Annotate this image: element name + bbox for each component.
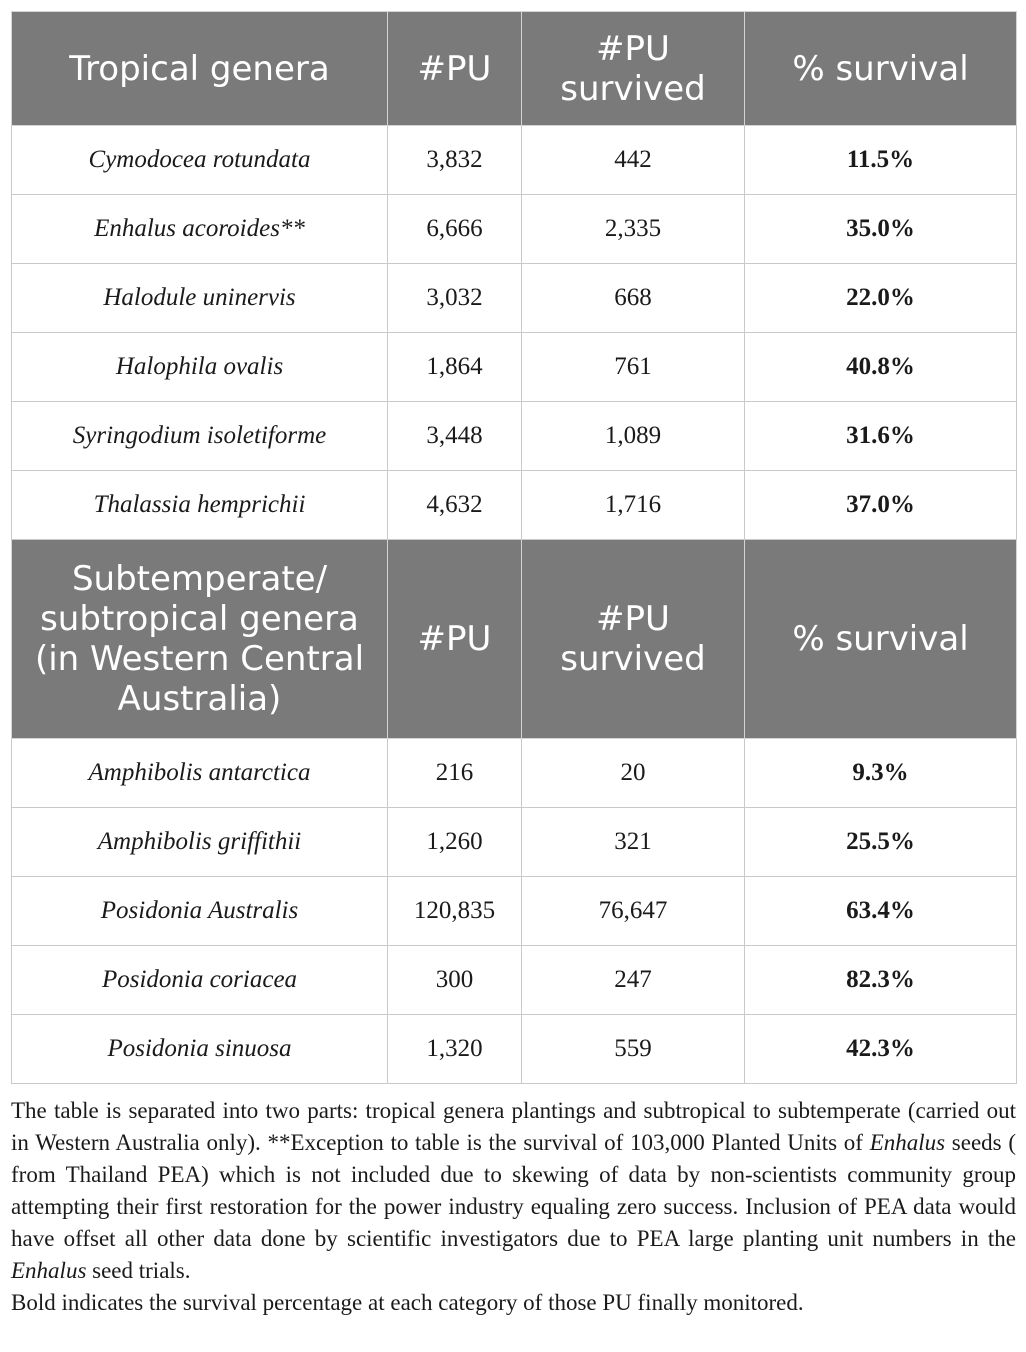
pu-cell: 6,666 — [388, 195, 522, 264]
survival-cell: 9.3% — [745, 739, 1017, 808]
table-row — [12, 402, 1017, 471]
pu-cell: 3,448 — [388, 402, 522, 471]
table-row — [12, 808, 1017, 877]
survival-cell: 40.8% — [745, 333, 1017, 402]
species-cell: Amphibolis griffithii — [12, 808, 388, 877]
footnote-text-2: seeds ( from Thailand PEA) which is not included due to skewing of data by non-scientists community group attempting their first restoration for the power industry equaling zero success. Inclusion of PEA data would have offset all other data done by scientific investigators due to PEA large planting unit numbers in the — [11, 1130, 1016, 1251]
tropical-body — [12, 126, 1017, 540]
survival-table — [11, 11, 1017, 1084]
table-row — [12, 126, 1017, 195]
species-cell: Posidonia coriacea — [12, 946, 388, 1015]
footnote-genus-1: Enhalus — [869, 1130, 946, 1155]
species-cell: Thalassia hemprichii — [12, 471, 388, 540]
table-row — [12, 1015, 1017, 1084]
table-row — [12, 333, 1017, 402]
species-cell: Syringodium isoletiforme — [12, 402, 388, 471]
species-cell: Enhalus acoroides** — [12, 195, 388, 264]
header-pu: #PU — [388, 540, 522, 739]
table-row — [12, 877, 1017, 946]
pu-cell: 1,320 — [388, 1015, 522, 1084]
header-pu-survived: #PU survived — [522, 12, 745, 126]
species-cell: Amphibolis antarctica — [12, 739, 388, 808]
pu-survived-cell: 76,647 — [522, 877, 745, 946]
species-cell: Cymodocea rotundata — [12, 126, 388, 195]
pu-cell: 120,835 — [388, 877, 522, 946]
table-footnote — [11, 1095, 1016, 1319]
header-survival: % survival — [745, 540, 1017, 739]
pu-survived-cell: 20 — [522, 739, 745, 808]
survival-cell: 25.5% — [745, 808, 1017, 877]
footnote-text-3: seed trials. — [86, 1258, 191, 1283]
survival-cell: 42.3% — [745, 1015, 1017, 1084]
pu-survived-cell: 1,089 — [522, 402, 745, 471]
bold-note: Bold indicates the survival percentage at each category of those PU finally monitored. — [11, 1290, 804, 1315]
header-subtemperate-genera: Subtemperate/ subtropical genera (in Western Central Australia) — [12, 540, 388, 739]
pu-cell: 3,832 — [388, 126, 522, 195]
species-cell: Halophila ovalis — [12, 333, 388, 402]
pu-cell: 1,260 — [388, 808, 522, 877]
pu-cell: 4,632 — [388, 471, 522, 540]
survival-cell: 31.6% — [745, 402, 1017, 471]
footnote-paragraph — [11, 1095, 1016, 1287]
table-row — [12, 739, 1017, 808]
footnote-text-1: The table is separated into two parts: tropical genera plantings and subtropical to subtemperate (carried out in Western Australia only). **Exception to table is the survival of 103,000 Planted Units of — [11, 1098, 1016, 1155]
pu-cell: 300 — [388, 946, 522, 1015]
subtemperate-header-row — [12, 540, 1017, 739]
subtemperate-header-group — [12, 540, 1017, 739]
tropical-header-row — [12, 12, 1017, 126]
table-row — [12, 264, 1017, 333]
footnote-genus-2: Enhalus — [11, 1258, 87, 1283]
survival-table-container — [11, 11, 1016, 1319]
header-survival: % survival — [745, 12, 1017, 126]
header-tropical-genera: Tropical genera — [12, 12, 388, 126]
species-cell: Halodule uninervis — [12, 264, 388, 333]
survival-cell: 82.3% — [745, 946, 1017, 1015]
species-cell: Posidonia sinuosa — [12, 1015, 388, 1084]
pu-cell: 3,032 — [388, 264, 522, 333]
pu-survived-cell: 442 — [522, 126, 745, 195]
survival-cell: 63.4% — [745, 877, 1017, 946]
pu-survived-cell: 2,335 — [522, 195, 745, 264]
header-pu: #PU — [388, 12, 522, 126]
pu-cell: 216 — [388, 739, 522, 808]
pu-survived-cell: 321 — [522, 808, 745, 877]
table-row — [12, 946, 1017, 1015]
pu-survived-cell: 247 — [522, 946, 745, 1015]
table-row — [12, 471, 1017, 540]
pu-survived-cell: 668 — [522, 264, 745, 333]
pu-survived-cell: 761 — [522, 333, 745, 402]
survival-cell: 35.0% — [745, 195, 1017, 264]
survival-cell: 11.5% — [745, 126, 1017, 195]
subtemperate-body — [12, 739, 1017, 1084]
table-row — [12, 195, 1017, 264]
pu-cell: 1,864 — [388, 333, 522, 402]
pu-survived-cell: 559 — [522, 1015, 745, 1084]
header-pu-survived: #PU survived — [522, 540, 745, 739]
survival-cell: 22.0% — [745, 264, 1017, 333]
pu-survived-cell: 1,716 — [522, 471, 745, 540]
species-cell: Posidonia Australis — [12, 877, 388, 946]
survival-cell: 37.0% — [745, 471, 1017, 540]
